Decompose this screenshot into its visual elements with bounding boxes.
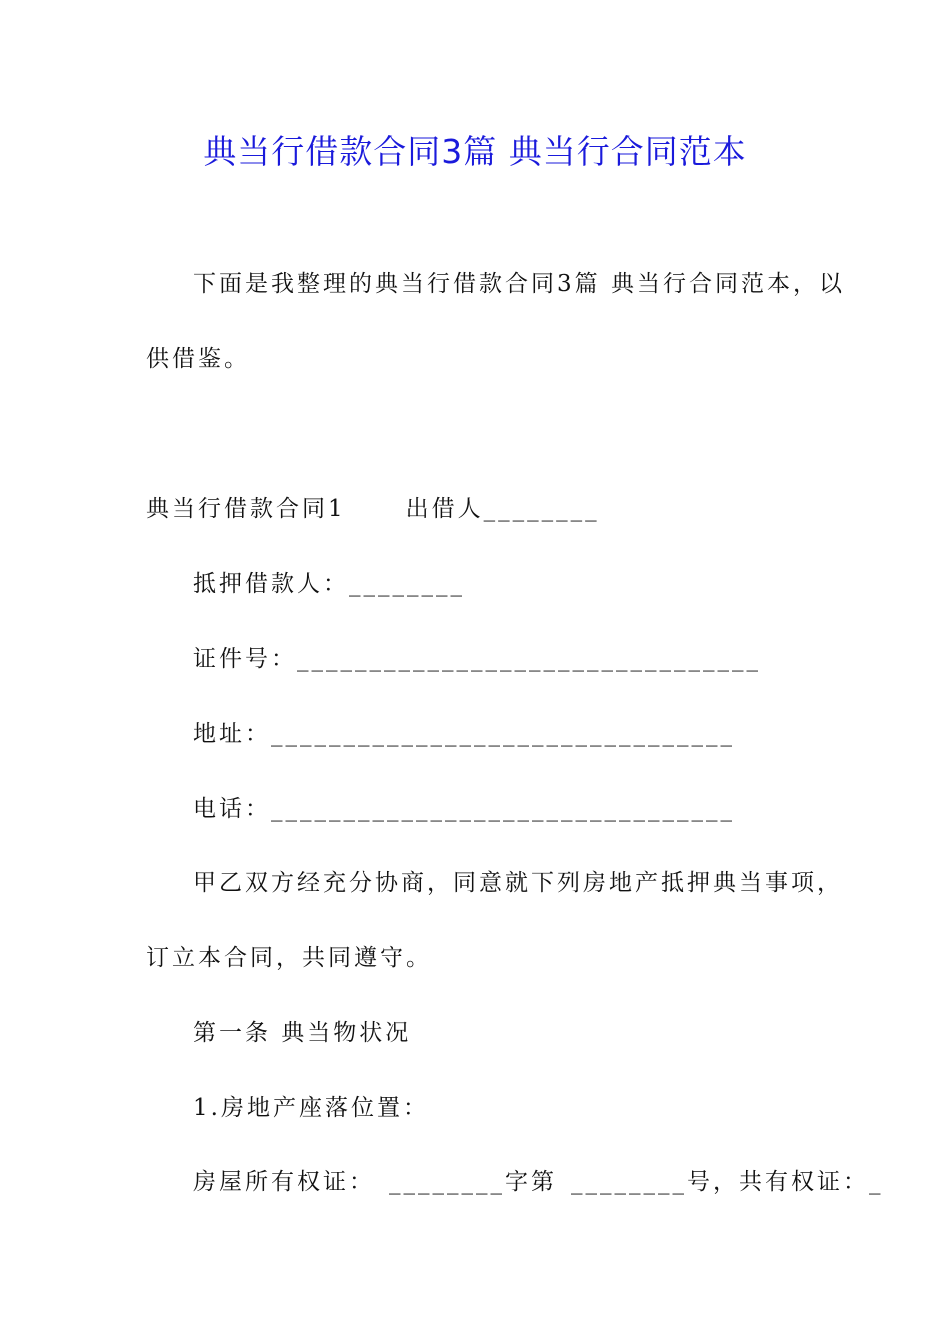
agreement-line-1: 甲乙双方经充分协商，同意就下列房地产抵押典当事项， — [193, 870, 843, 896]
phone-field: 电话：________________________________ — [193, 796, 735, 822]
document-title: 典当行借款合同3篇 典当行合同范本 — [203, 132, 747, 171]
borrower-field: 抵押借款人：________ — [193, 571, 465, 597]
id-number-field: 证件号：________________________________ — [193, 646, 761, 672]
address-field: 地址：________________________________ — [193, 721, 735, 747]
intro-line-1: 下面是我整理的典当行借款合同3篇 典当行合同范本，以 — [193, 271, 845, 297]
item-1-location: 1.房地产座落位置： — [193, 1095, 429, 1121]
ownership-blank-2: ________号，共有权证：_ — [571, 1169, 884, 1195]
ownership-line — [193, 1166, 884, 1198]
article-1-title: 第一条 典当物状况 — [193, 1020, 412, 1046]
ownership-blank-1: ________字第 — [389, 1169, 557, 1195]
contract-heading-line — [146, 493, 600, 525]
intro-line-2: 供借鉴。 — [146, 346, 250, 372]
contract-heading: 典当行借款合同1 — [146, 496, 346, 522]
ownership-label: 房屋所有权证： — [193, 1169, 375, 1195]
agreement-line-2: 订立本合同，共同遵守。 — [146, 945, 432, 971]
lender-field: 出借人________ — [405, 496, 600, 522]
